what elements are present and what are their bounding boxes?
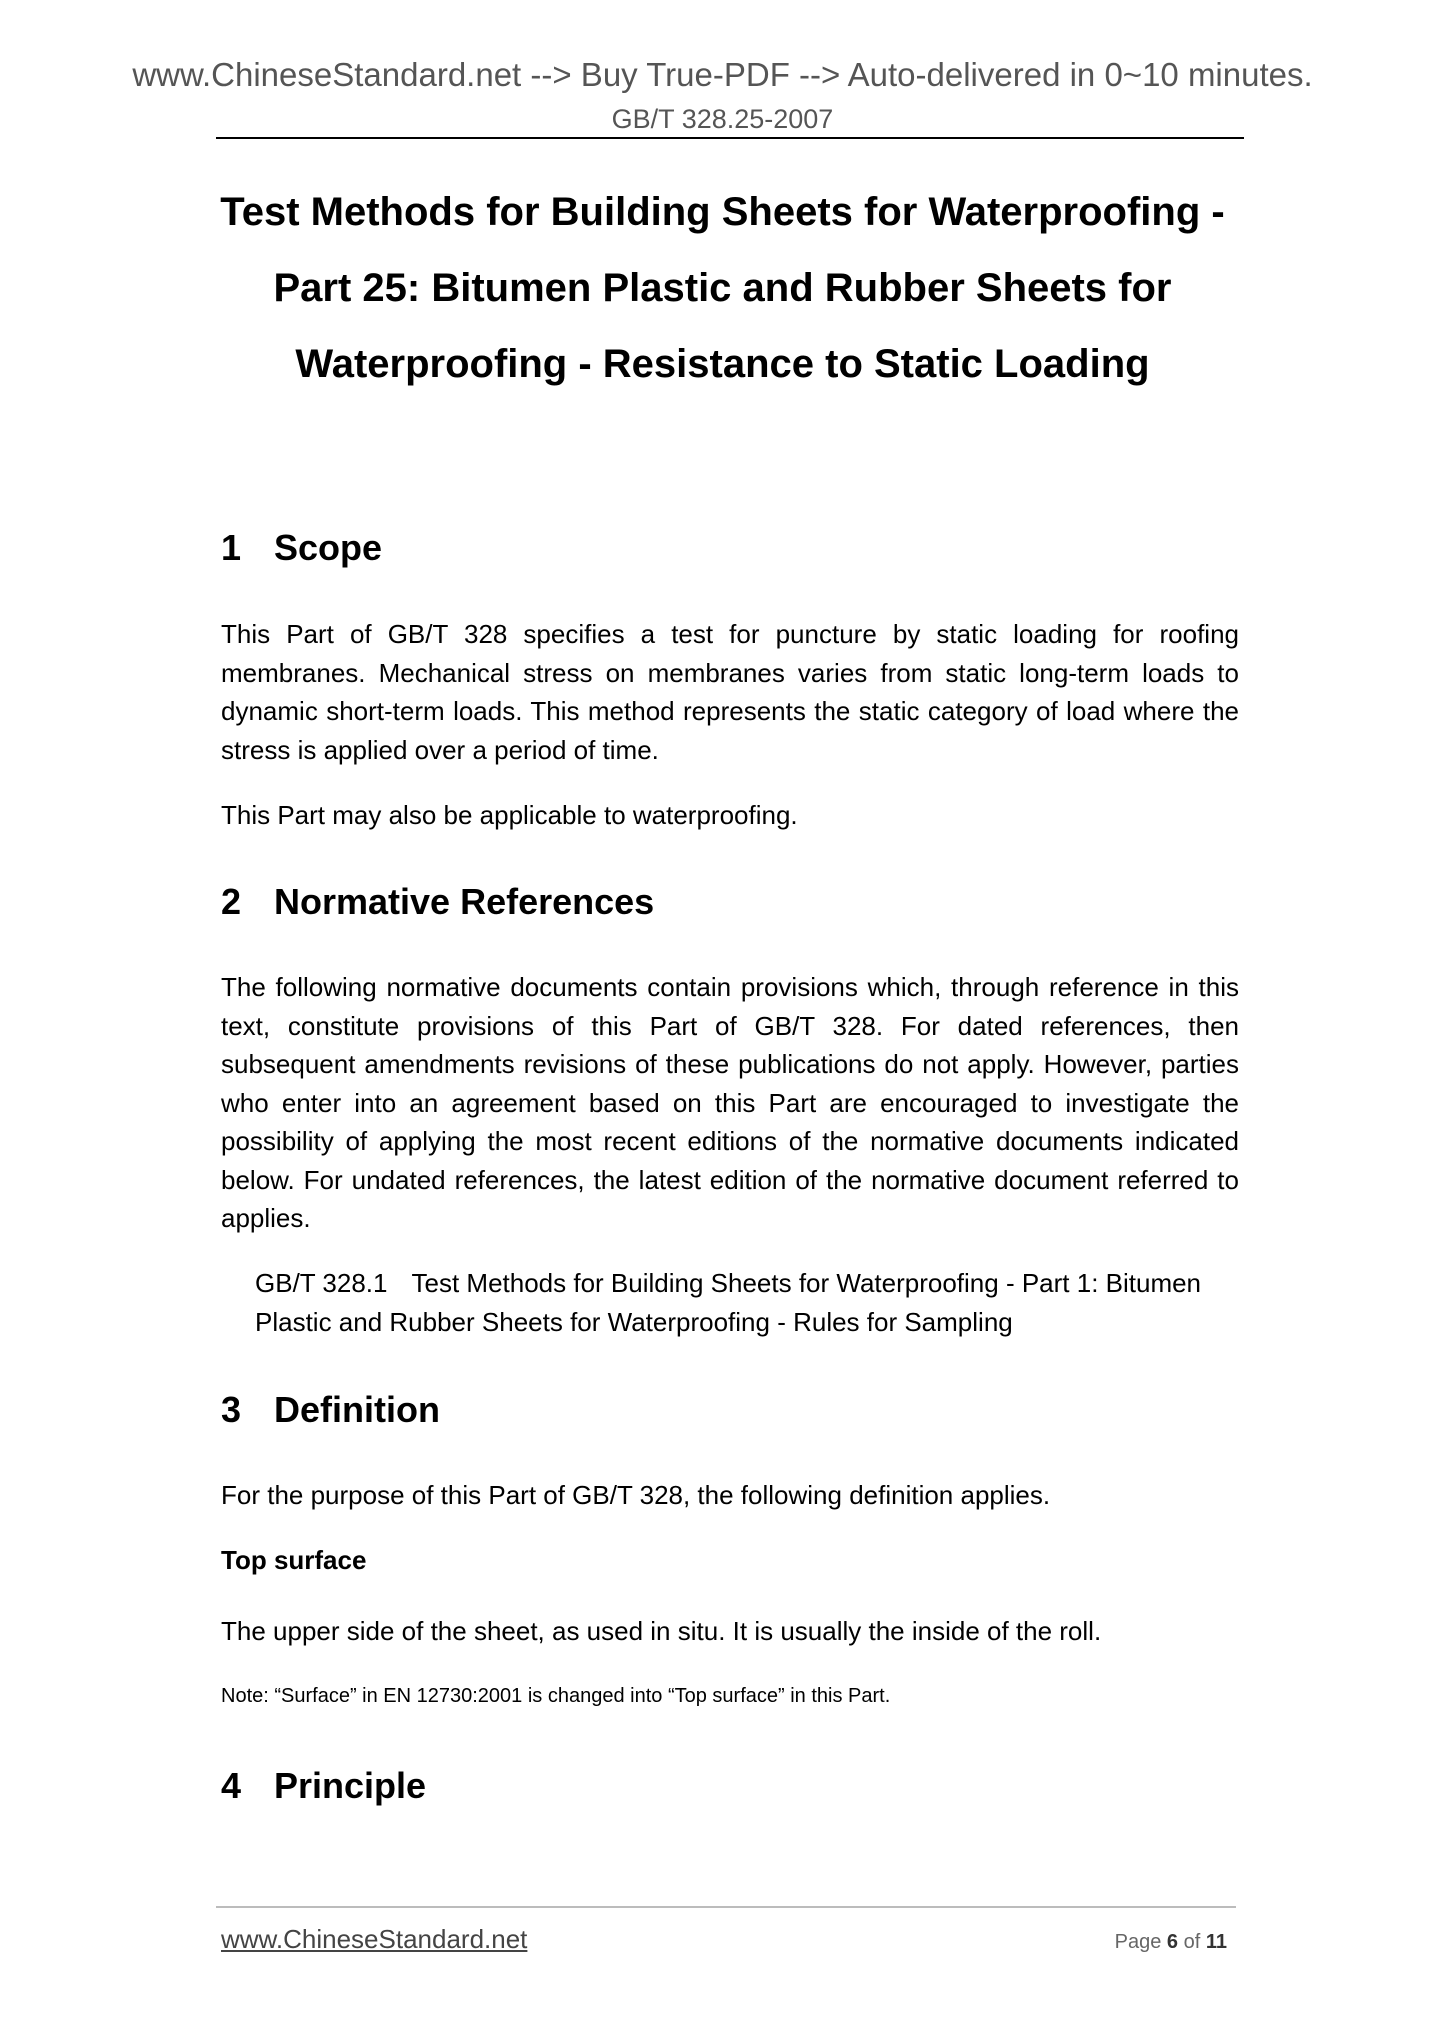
reference-title: Test Methods for Building Sheets for Waterproofing - Part 1: Bitumen Plastic and Rubber Sheets for Waterproofing - Rules for Sampling: [255, 1268, 1202, 1337]
page-label: Page: [1114, 1931, 1162, 1953]
scope-paragraph-2: This Part may also be applicable to waterproofing.: [221, 800, 798, 830]
footer-divider: [216, 1906, 1236, 1908]
document-title-line-3: Waterproofing - Resistance to Static Loading: [295, 342, 1150, 386]
scope-paragraph-1: This Part of GB/T 328 specifies a test for puncture by static loading for roofing membranes. Mechanical stress on membranes varies from static long-term loads to dynamic short-term loads. This method represents the static category of load where the stress is applied over a period of time.: [221, 619, 1239, 765]
reference-code: GB/T 328.1: [255, 1268, 388, 1298]
header-divider: [216, 137, 1244, 139]
document-title-line-2: Part 25: Bitumen Plastic and Rubber Sheets for: [273, 266, 1172, 310]
page-indicator: [1115, 1931, 1227, 1954]
section-title: Principle: [274, 1765, 427, 1806]
references-paragraph: The following normative documents contain provisions which, through reference in this text, constitute provisions of this Part of GB/T 328. For dated references, then subsequent amendments revisions of these publications do not apply. However, parties who enter into an agreement based on this Part are encouraged to investigate the possibility of applying the most recent editions of the normative documents indicated below. For undated references, the latest edition of the normative document referred to applies.: [221, 972, 1239, 1233]
page-of: of: [1183, 1931, 1201, 1953]
section-number: 3: [221, 1389, 242, 1430]
section-number: 1: [221, 527, 242, 568]
definition-note: Note: “Surface” in EN 12730:2001 is changed into “Top surface” in this Part.: [221, 1685, 891, 1707]
section-heading-principle: [221, 1765, 426, 1807]
reference-entry: [255, 1264, 1239, 1341]
section-number: 2: [221, 881, 242, 922]
section-title: Definition: [274, 1389, 440, 1430]
section-title: Scope: [274, 527, 383, 568]
page-total: 11: [1205, 1931, 1227, 1953]
section-heading-references: [221, 881, 654, 923]
header-banner: www.ChineseStandard.net --> Buy True-PDF --> Auto-delivered in 0~10 minutes.: [132, 56, 1313, 93]
section-number: 4: [221, 1765, 242, 1806]
footer-website-link[interactable]: www.ChineseStandard.net: [221, 1924, 528, 1954]
page-current: 6: [1166, 1931, 1179, 1953]
standard-number: GB/T 328.25-2007: [611, 104, 834, 134]
section-heading-definition: [221, 1389, 440, 1431]
section-title: Normative References: [274, 881, 655, 922]
defined-term: Top surface: [221, 1545, 367, 1575]
definition-paragraph: For the purpose of this Part of GB/T 328, the following definition applies.: [221, 1480, 1051, 1510]
section-heading-scope: [221, 527, 382, 569]
document-title-line-1: Test Methods for Building Sheets for Waterproofing -: [220, 190, 1225, 234]
term-definition: The upper side of the sheet, as used in situ. It is usually the inside of the roll.: [221, 1616, 1102, 1646]
